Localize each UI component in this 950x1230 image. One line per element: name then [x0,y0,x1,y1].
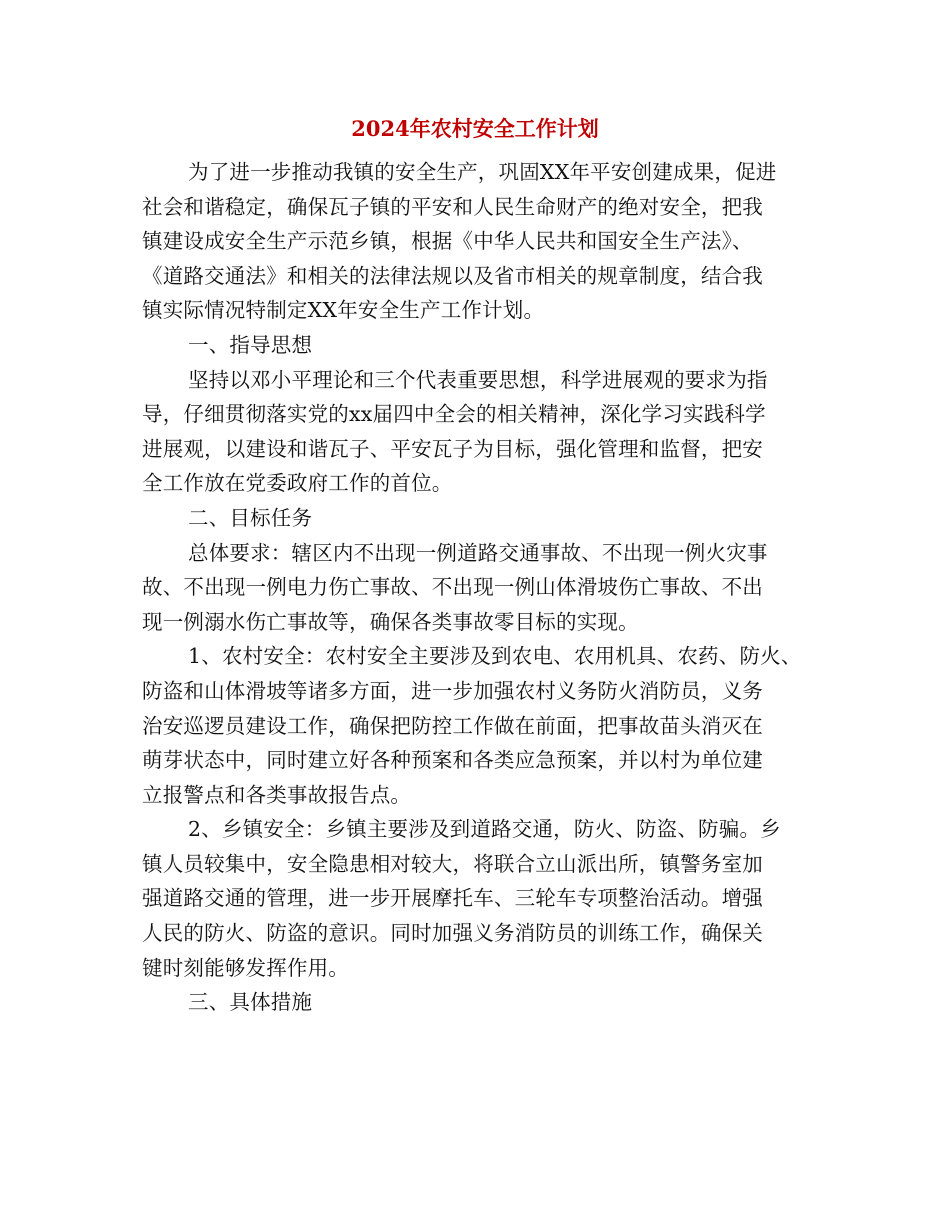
document-line: 防盗和山体滑坡等诸多方面，进一步加强农村义务防火消防员，义务 [142,678,763,703]
document-body [142,155,832,1020]
document-line: 1、农村安全：农村安全主要涉及到农电、农用机具、农药、防火、 [188,644,802,669]
document-line: 二、目标任务 [188,505,313,530]
document-line: 人民的防火、防盗的意识。同时加强义务消防员的训练工作，确保关 [142,921,763,946]
document-line: 总体要求：辖区内不出现一例道路交通事故、不出现一例火灾事 [188,540,768,565]
document-line: 镇建设成安全生产示范乡镇，根据《中华人民共和国安全生产法》、 [142,229,753,254]
document-line: 坚持以邓小平理论和三个代表重要思想，科学进展观的要求为指 [188,367,768,392]
document-line: 三、具体措施 [188,990,313,1015]
document-line: 键时刻能够发挥作用。 [142,955,349,980]
document-line: 2、乡镇安全：乡镇主要涉及到道路交通，防火、防盗、防骗。乡 [188,817,781,842]
document-line: 一、指导思想 [188,332,313,357]
document-line: 镇实际情况特制定XX年安全生产工作计划。 [142,298,545,323]
document-title: 2024年农村安全工作计划 [351,116,599,141]
document-line: 为了进一步推动我镇的安全生产，巩固XX年平安创建成果，促进 [188,160,777,184]
document-line: 故、不出现一例电力伤亡事故、不出现一例山体滑坡伤亡事故、不出 [142,575,763,600]
document-line: 萌芽状态中，同时建立好各种预案和各类应急预案，并以村为单位建 [142,748,763,773]
document-line: 现一例溺水伤亡事故等，确保各类事故零目标的实现。 [142,609,639,634]
document-line: 进展观，以建设和谐瓦子、平安瓦子为目标，强化管理和监督，把安 [142,436,763,461]
document-line: 社会和谐稳定，确保瓦子镇的平安和人民生命财产的绝对安全，把我 [142,194,763,219]
document-line: 镇人员较集中，安全隐患相对较大，将联合立山派出所，镇警务室加 [142,851,763,876]
document-line: 导，仔细贯彻落实党的xx届四中全会的相关精神，深化学习实践科学 [142,402,766,427]
document-line: 《道路交通法》和相关的法律法规以及省市相关的规章制度，结合我 [142,263,763,288]
document-line: 强道路交通的管理，进一步开展摩托车、三轮车专项整治活动。增强 [142,886,763,911]
document-line: 立报警点和各类事故报告点。 [142,782,412,807]
document-line: 全工作放在党委政府工作的首位。 [142,471,453,496]
document-line: 治安巡逻员建设工作，确保把防控工作做在前面，把事故苗头消灭在 [142,713,763,738]
